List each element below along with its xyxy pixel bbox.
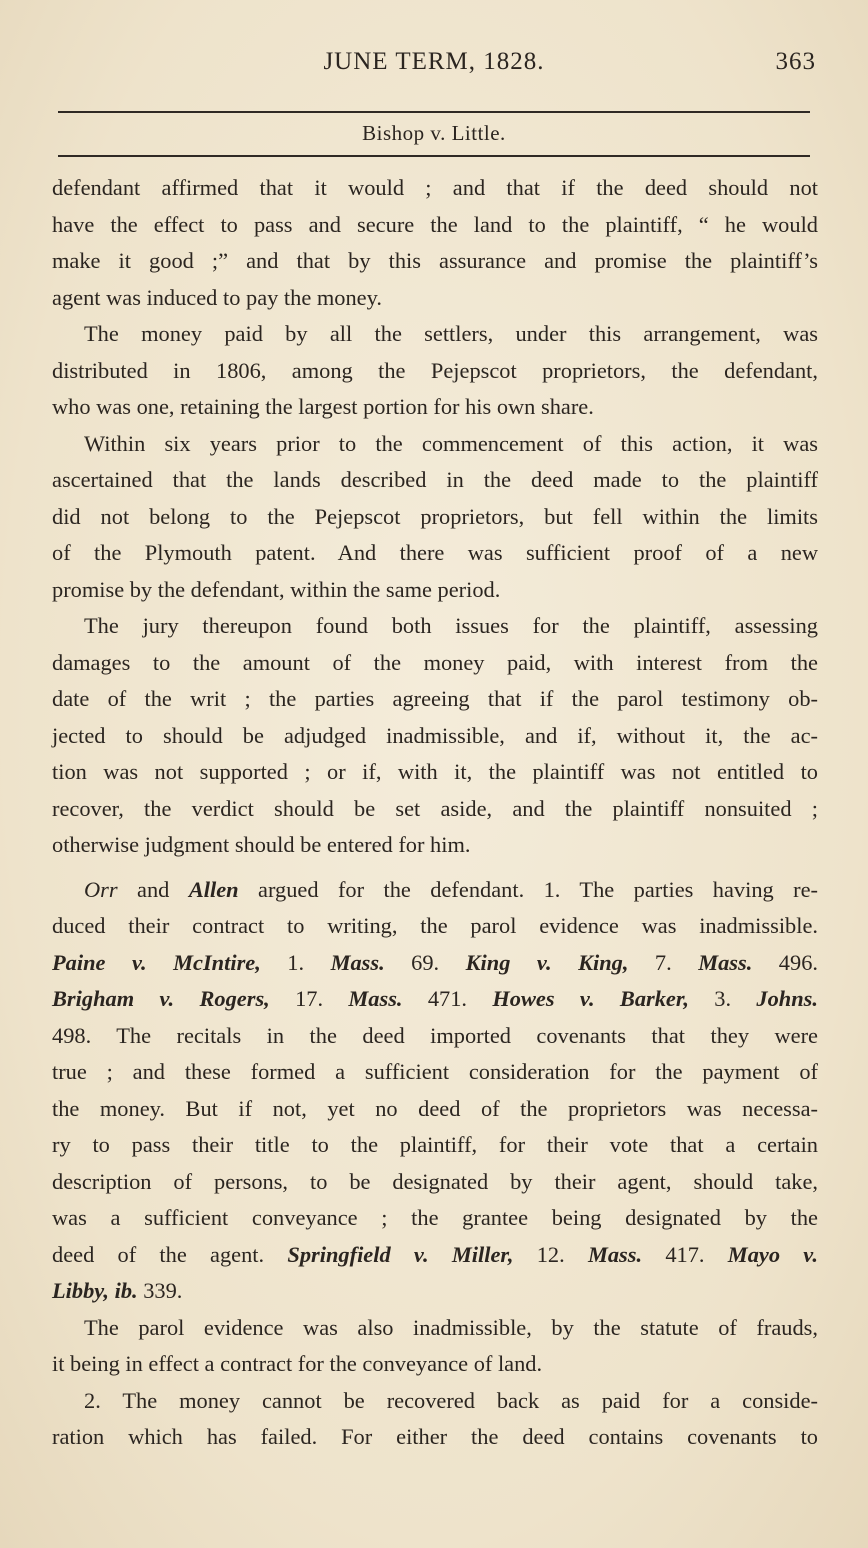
text-line: ry to pass their title to the plaintiff, for their vote that a certain <box>52 1132 818 1157</box>
body-text <box>52 170 818 1456</box>
text-line: otherwise judgment should be entered for him. <box>52 832 471 857</box>
case-citation: Springfield v. Miller, <box>287 1241 514 1267</box>
text-run: argued for the defendant. 1. The parties having re- <box>238 876 818 902</box>
paragraph <box>52 316 818 426</box>
reporter-abbrev: Johns. <box>756 986 818 1011</box>
term-heading: JUNE TERM, 1828. <box>323 48 545 75</box>
text-line: date of the writ ; the parties agreeing that if the parol testimony ob- <box>52 686 818 711</box>
running-head <box>0 48 868 82</box>
citation-line <box>52 1237 818 1274</box>
text-line: Within six years prior to the commencement of this action, it was <box>84 430 818 456</box>
text-line: agent was induced to pay the money. <box>52 284 382 310</box>
text-line: of the Plymouth patent. And there was sufficient proof of a new <box>52 540 818 565</box>
text-run: 7. <box>628 949 699 975</box>
text-run: deed of the agent. <box>52 1241 288 1267</box>
text-line: 498. The recitals in the deed imported covenants that they were <box>52 1022 818 1048</box>
text-line: true ; and these formed a sufficient consideration for the payment of <box>52 1059 818 1084</box>
text-line: have the effect to pass and secure the land to the plaintiff, “ he would <box>52 211 818 237</box>
paragraph <box>52 1310 818 1383</box>
text-line: recover, the verdict should be set aside, and the plaintiff nonsuited ; <box>52 795 818 821</box>
text-run: 496. <box>752 949 818 975</box>
case-citation: Paine v. McIntire, <box>52 949 261 975</box>
counsel-name: Orr <box>84 876 118 902</box>
citation-line <box>52 981 818 1018</box>
paragraph <box>52 426 818 609</box>
text-line: jected to should be adjudged inadmissible, and if, without it, the ac- <box>52 722 818 748</box>
case-title: Bishop v. Little. <box>362 121 506 145</box>
text-run: 339. <box>137 1278 183 1303</box>
header-rule-bottom <box>58 155 810 157</box>
text-run: 17. <box>269 986 349 1011</box>
reporter-abbrev: Mass. <box>348 986 403 1011</box>
header-rule-top <box>58 111 810 113</box>
text-run: 3. <box>688 986 757 1011</box>
text-line: 2. The money cannot be recovered back as paid for a conside- <box>84 1387 818 1413</box>
reporter-abbrev: Mass. <box>587 1241 643 1267</box>
case-citation: Libby, <box>52 1278 109 1303</box>
reporter-abbrev: Mass. <box>698 949 753 975</box>
text-line: ration which has failed. For either the deed contains covenants to <box>52 1424 818 1449</box>
text-line: it being in effect a contract for the conveyance of land. <box>52 1351 543 1376</box>
text-line: the money. But if not, yet no deed of the proprietors was necessa- <box>52 1095 818 1121</box>
text-line <box>52 872 818 909</box>
case-citation: Howes v. Barker, <box>492 986 689 1011</box>
reporter-abbrev: Mass. <box>330 949 385 975</box>
citation-line <box>52 945 818 982</box>
reporter-abbrev: ib. <box>114 1278 138 1303</box>
counsel-name: Allen <box>188 876 239 902</box>
text-run: 471. <box>402 986 493 1011</box>
text-line: duced their contract to writing, the parol evidence was inadmissible. <box>52 913 818 938</box>
text-line: tion was not supported ; or if, with it, the plaintiff was not entitled to <box>52 759 818 784</box>
citation-line <box>52 1273 818 1310</box>
paragraph <box>52 608 818 864</box>
text-line: The money paid by all the settlers, under this arrangement, was <box>84 321 818 346</box>
argument-paragraph <box>52 872 818 1310</box>
paragraph-gap <box>52 864 818 872</box>
text-line: damages to the amount of the money paid, with interest from the <box>52 649 818 675</box>
text-run: and <box>117 876 189 902</box>
case-citation: King v. King, <box>465 949 629 975</box>
text-run: 417. <box>642 1241 728 1267</box>
case-citation: Mayo v. <box>727 1241 818 1267</box>
page-number: 363 <box>775 48 816 75</box>
text-line: ascertained that the lands described in the deed made to the plaintiff <box>52 467 818 492</box>
text-run: 69. <box>384 949 466 975</box>
text-line: who was one, retaining the largest portion for his own share. <box>52 394 594 419</box>
text-line: description of persons, to be designated by their agent, should take, <box>52 1168 818 1194</box>
text-line: The parol evidence was also inadmissible, by the statute of frauds, <box>84 1314 818 1340</box>
paragraph <box>52 170 818 316</box>
text-line: promise by the defendant, within the same period. <box>52 576 501 602</box>
text-line: defendant affirmed that it would ; and that if the deed should not <box>52 175 818 200</box>
paragraph <box>52 1383 818 1456</box>
text-line: distributed in 1806, among the Pejepscot proprietors, the defendant, <box>52 357 818 383</box>
text-line: make it good ;” and that by this assurance and promise the plaintiff’s <box>52 248 818 273</box>
text-line: was a sufficient conveyance ; the grantee being designated by the <box>52 1205 818 1230</box>
text-run: 1. <box>260 949 331 975</box>
text-line: The jury thereupon found both issues for the plaintiff, assessing <box>84 613 818 638</box>
text-run: 12. <box>513 1241 588 1267</box>
text-line: did not belong to the Pejepscot proprietors, but fell within the limits <box>52 503 818 529</box>
case-citation: Brigham v. Rogers, <box>52 986 270 1011</box>
